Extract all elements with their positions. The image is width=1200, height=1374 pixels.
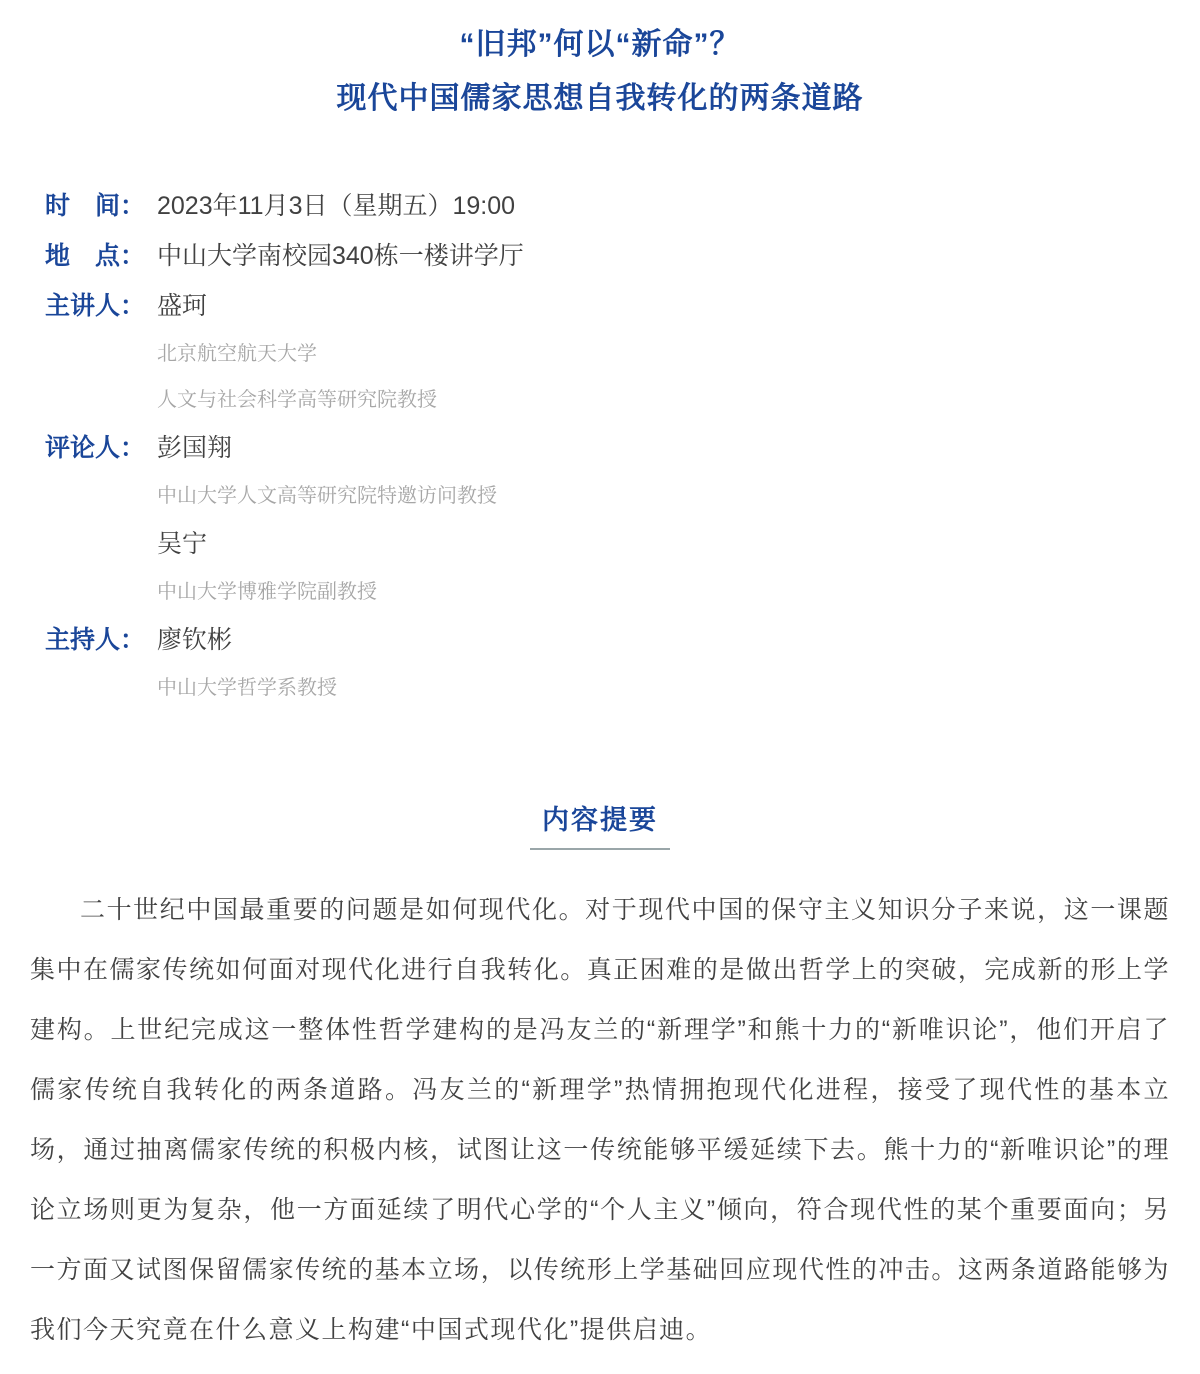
host-name: 廖钦彬	[157, 626, 233, 654]
title-line-2: 现代中国儒家思想自我转化的两条道路	[336, 82, 864, 115]
venue-label: 地 点：	[45, 242, 146, 270]
abstract-body-text: 二十世纪中国最重要的问题是如何现代化。对于现代中国的保守主义知识分子来说，这一课题集中在儒家传统如何面对现代化进行自我转化。真正困难的是做出哲学上的突破，完成新的形上学建构。上世纪完成这一整体性哲学建构的是冯友兰的“新理学”和熊十力的“新唯识论”，他们开启了儒家传统自我转化的两条道路。冯友兰的“新理学”热情拥抱现代化进程，接受了现代性的基本立场，通过抽离儒家传统的积极内核，试图让这一传统能够平缓延续下去。熊十力的“新唯识论”的理论立场则更为复杂，他一方面延续了明代心学的“个人主义”倾向，符合现代性的某个重要面向；另一方面又试图保留儒家传统的基本立场，以传统形上学基础回应现代性的冲击。这两条道路能够为我们今天究竟在什么意义上构建“中国式现代化”提供启迪。	[30, 896, 1170, 1344]
discussant-name-2: 吴宁	[157, 530, 208, 558]
host-label: 主持人：	[45, 626, 146, 654]
discussant-name-1: 彭国翔	[157, 434, 233, 462]
heading-underline-rule	[530, 848, 670, 850]
speaker-affiliation-line-2: 人文与社会科学高等研究院教授	[157, 389, 437, 411]
discussant-1-affiliation: 中山大学人文高等研究院特邀访问教授	[157, 485, 497, 507]
time-value: 2023年11月3日（星期五）19:00	[157, 192, 516, 220]
time-row	[45, 193, 1200, 219]
speaker-label: 主讲人：	[45, 292, 146, 320]
abstract-section	[0, 804, 1200, 1360]
discussant-row	[45, 435, 1200, 461]
venue-value: 中山大学南校园340栋一楼讲学厅	[157, 242, 524, 270]
speaker-affiliation-line-1: 北京航空航天大学	[157, 343, 317, 365]
speaker-name: 盛珂	[157, 292, 208, 320]
discussant-2-affiliation: 中山大学博雅学院副教授	[157, 581, 377, 603]
event-info	[45, 193, 1200, 699]
discussant-label: 评论人：	[45, 434, 146, 462]
abstract-heading: 内容提要	[542, 805, 658, 835]
title-line-1: “旧邦”何以“新命”？	[459, 28, 741, 61]
host-row	[45, 627, 1200, 653]
venue-row	[45, 243, 1200, 269]
host-affiliation: 中山大学哲学系教授	[157, 677, 337, 699]
time-label: 时 间：	[45, 192, 146, 220]
poster-title-block	[0, 0, 1200, 126]
speaker-row	[45, 293, 1200, 319]
